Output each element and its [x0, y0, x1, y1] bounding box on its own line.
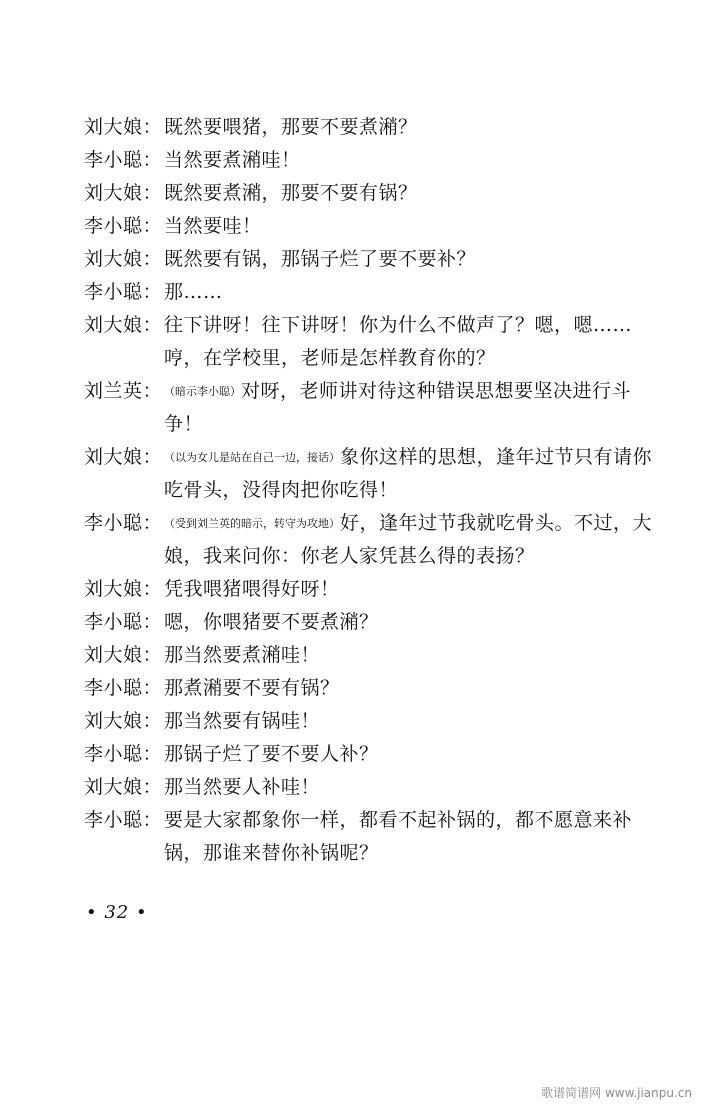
- dialogue-text: 那……: [164, 281, 223, 303]
- speaker-name: 刘兰英：: [84, 380, 163, 402]
- speaker-name: 李小聪：: [84, 215, 163, 237]
- dialogue-text: 往下讲呀！往下讲呀！你为什么不做声了？嗯，嗯……哼，在学校里，老师是怎样教育你的？: [164, 314, 633, 369]
- dialogue-text: [164, 375, 664, 441]
- dialogue-line: [84, 573, 664, 606]
- dialogue-line: [84, 144, 664, 177]
- speaker-name: 李小聪：: [84, 809, 163, 831]
- speaker-name: 李小聪：: [84, 149, 163, 171]
- speaker-name: 刘大娘：: [84, 116, 163, 138]
- speaker-name: 刘大娘：: [84, 182, 163, 204]
- dialogue-line: [84, 672, 664, 705]
- dialogue-text: 那当然要有锅哇！: [164, 710, 321, 732]
- speaker-name: 李小聪：: [84, 512, 163, 534]
- dialogue-line: [84, 276, 664, 309]
- speaker-name: 李小聪：: [84, 743, 163, 765]
- dialogue-line: [84, 441, 664, 507]
- dialogue-text: 既然要有锅，那锅子烂了要不要补？: [164, 248, 477, 270]
- page-number: • 32 •: [86, 902, 148, 923]
- speaker-name: 刘大娘：: [84, 578, 163, 600]
- dialogue-line: [84, 243, 664, 276]
- dialogue-line: [84, 375, 664, 441]
- dialogue-text-body: 好，逢年过节我就吃骨头。不过，大娘，我来问你：你老人家凭甚么得的表扬？: [164, 512, 653, 567]
- speaker-name: 李小聪：: [84, 677, 163, 699]
- speaker-name: 刘大娘：: [84, 710, 163, 732]
- site-watermark: 歌谱简谱网 www.jianpu.cn: [541, 1086, 692, 1100]
- dialogue-script: [84, 111, 664, 870]
- dialogue-text: 那当然要人补哇！: [164, 776, 321, 798]
- dialogue-line: [84, 309, 664, 375]
- speaker-name: 刘大娘：: [84, 248, 163, 270]
- dialogue-text: 那当然要煮潲哇！: [164, 644, 321, 666]
- dialogue-line: [84, 705, 664, 738]
- dialogue-text: 既然要煮潲，那要不要有锅？: [164, 182, 418, 204]
- dialogue-line: [84, 639, 664, 672]
- speaker-name: 刘大娘：: [84, 644, 163, 666]
- speaker-name: 李小聪：: [84, 281, 163, 303]
- dialogue-text: 要是大家都象你一样，都看不起补锅的，都不愿意来补锅，那谁来替你补锅呢？: [164, 809, 633, 864]
- speaker-name: 李小聪：: [84, 611, 163, 633]
- speaker-name: 刘大娘：: [84, 446, 163, 468]
- dialogue-text: [164, 441, 664, 507]
- dialogue-text: 当然要哇！: [164, 215, 262, 237]
- dialogue-line: [84, 606, 664, 639]
- dialogue-text: 当然要煮潲哇！: [164, 149, 301, 171]
- dialogue-line: [84, 111, 664, 144]
- stage-direction: （以为女儿是站在自己一边，接话）: [164, 451, 340, 464]
- dialogue-text-body: 对呀，老师讲对待这种错误思想要坚决进行斗争！: [164, 380, 632, 435]
- dialogue-text: [164, 507, 664, 573]
- dialogue-text: 那锅子烂了要不要人补？: [164, 743, 379, 765]
- dialogue-line: [84, 177, 664, 210]
- dialogue-text: 那煮潲要不要有锅？: [164, 677, 340, 699]
- dialogue-line: [84, 738, 664, 771]
- dialogue-text: 凭我喂猪喂得好呀！: [164, 578, 340, 600]
- dialogue-text-body: 象你这样的思想，逢年过节只有请你吃骨头，没得肉把你吃得！: [164, 446, 653, 501]
- stage-direction: （暗示李小聪）: [164, 385, 241, 398]
- dialogue-text: 嗯，你喂猪要不要煮潲？: [164, 611, 379, 633]
- dialogue-line: [84, 210, 664, 243]
- speaker-name: 刘大娘：: [84, 314, 163, 336]
- dialogue-line: [84, 507, 664, 573]
- stage-direction: （受到刘兰英的暗示，转守为攻地）: [164, 517, 340, 530]
- speaker-name: 刘大娘：: [84, 776, 163, 798]
- dialogue-line: [84, 804, 664, 870]
- dialogue-line: [84, 771, 664, 804]
- dialogue-text: 既然要喂猪，那要不要煮潲？: [164, 116, 418, 138]
